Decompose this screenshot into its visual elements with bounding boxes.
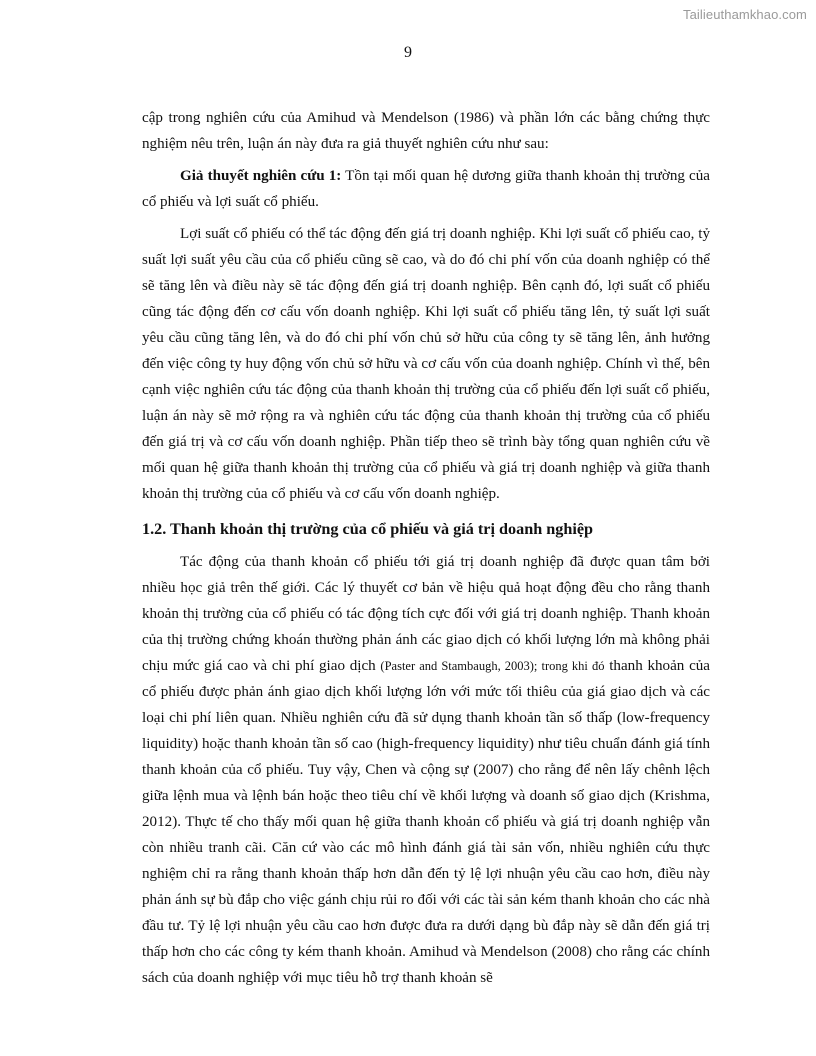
document-body (142, 105, 710, 991)
citation-paster: (Paster and Stambaugh, 2003); trong khi đó (380, 659, 605, 673)
paragraph-intro: cập trong nghiên cứu của Amihud và Mendelson (1986) và phần lớn các bằng chứng thực nghiệm nêu trên, luận án này đưa ra giả thuyết nghiên cứu như sau: (142, 110, 710, 152)
paragraph-text-a: Tác động của thanh khoản cổ phiếu tới giá trị doanh nghiệp đã được quan tâm bởi nhiều học giả trên thế giới. Các lý thuyết cơ bản về hiệu quả hoạt động đều cho rằng thanh khoản thị trường của cổ phiếu có tác động tích cực đối với giá trị doanh nghiệp. Thanh khoản của thị trường chứng khoán thường phản ánh các giao dịch có khối lượng lớn mà không phải chịu mức giá cao và chi phí giao dịch (142, 554, 710, 674)
paragraph-text-b: thanh khoản của cổ phiếu được phản ánh giao dịch khối lượng lớn với mức tối thiêu của giá giao dịch và các loại chi phí liên quan. Nhiều nghiên cứu đã sử dụng thanh khoản tần số thấp (low-frequency liquidity) hoặc thanh khoản tần số cao (high-frequency liquidity) như tiêu chuẩn đánh giá tính thanh khoản của cổ phiếu. Tuy vậy, Chen và cộng sự (2007) cho rằng để nên lấy chênh lệch giữa lệnh mua và lệnh bán hoặc theo tiêu chí về khối lượng và doanh số giao dịch (Krishma, 2012). Thực tế cho thấy mối quan hệ giữa thanh khoản cổ phiếu và giá trị doanh nghiệp vẫn còn nhiều tranh cãi. Căn cứ vào các mô hình đánh giá tài sản vốn, nhiều nghiên cứu thực nghiệm chỉ ra rằng thanh khoản thấp hơn dẫn đến tỷ lệ lợi nhuận yêu cầu cao hơn, điều này phản ánh sự bù đắp cho việc gánh chịu rủi ro đối với các tài sản kém thanh khoản cho các nhà đầu tư. Tỷ lệ lợi nhuận yêu cầu cao hơn được đưa ra dưới dạng bù đắp này sẽ dẫn đến giá trị thấp hơn cho các công ty kém thanh khoản. Amihud và Mendelson (2008) cho rằng các chính sách của doanh nghiệp với mục tiêu hỗ trợ thanh khoản sẽ (142, 658, 711, 986)
hypothesis-paragraph (142, 163, 710, 215)
page-number: 9 (404, 44, 412, 61)
hypothesis-label: Giả thuyết nghiên cứu 1: (180, 168, 342, 184)
section-heading: 1.2. Thanh khoản thị trường của cổ phiếu và giá trị doanh nghiệp (142, 520, 594, 538)
hypothesis-text: Tồn tại mối quan hệ dương giữa thanh khoản thị trường của cổ phiếu và lợi suất cổ phiếu. (142, 168, 710, 210)
paragraph-stock-return: Lợi suất cổ phiếu có thể tác động đến giá trị doanh nghiệp. Khi lợi suất cổ phiếu cao, tỷ suất lợi suất yêu cầu của cổ phiếu cũng sẽ cao, và do đó chi phí vốn của doanh nghiệp có thể sẽ tăng lên và điều này sẽ tác động đến giá trị doanh nghiệp. Bên cạnh đó, lợi suất cổ phiếu cũng tác động đến cơ cấu vốn doanh nghiệp. Khi lợi suất cổ phiếu tăng lên, tỷ suất lợi suất yêu cầu cũng tăng lên, và do đó chi phí vốn chủ sở hữu của công ty sẽ tăng lên, ảnh hưởng đến việc công ty huy động vốn chủ sở hữu và cơ cấu vốn của doanh nghiệp. Chính vì thế, bên cạnh việc nghiên cứu tác động của thanh khoản thị trường của cổ phiếu đến lợi suất cổ phiếu, luận án này sẽ mở rộng ra và nghiên cứu tác động của thanh khoản thị trường của cổ phiếu đến giá trị và cơ cấu vốn doanh nghiệp. Phần tiếp theo sẽ trình bày tổng quan nghiên cứu về mối quan hệ giữa thanh khoản thị trường của cổ phiếu và giá trị doanh nghiệp và giữa thanh khoản thị trường của cổ phiếu và cơ cấu vốn doanh nghiệp. (142, 226, 710, 502)
watermark: Tailieuthamkhao.com (682, 7, 807, 22)
paragraph-liquidity-value (142, 549, 710, 991)
